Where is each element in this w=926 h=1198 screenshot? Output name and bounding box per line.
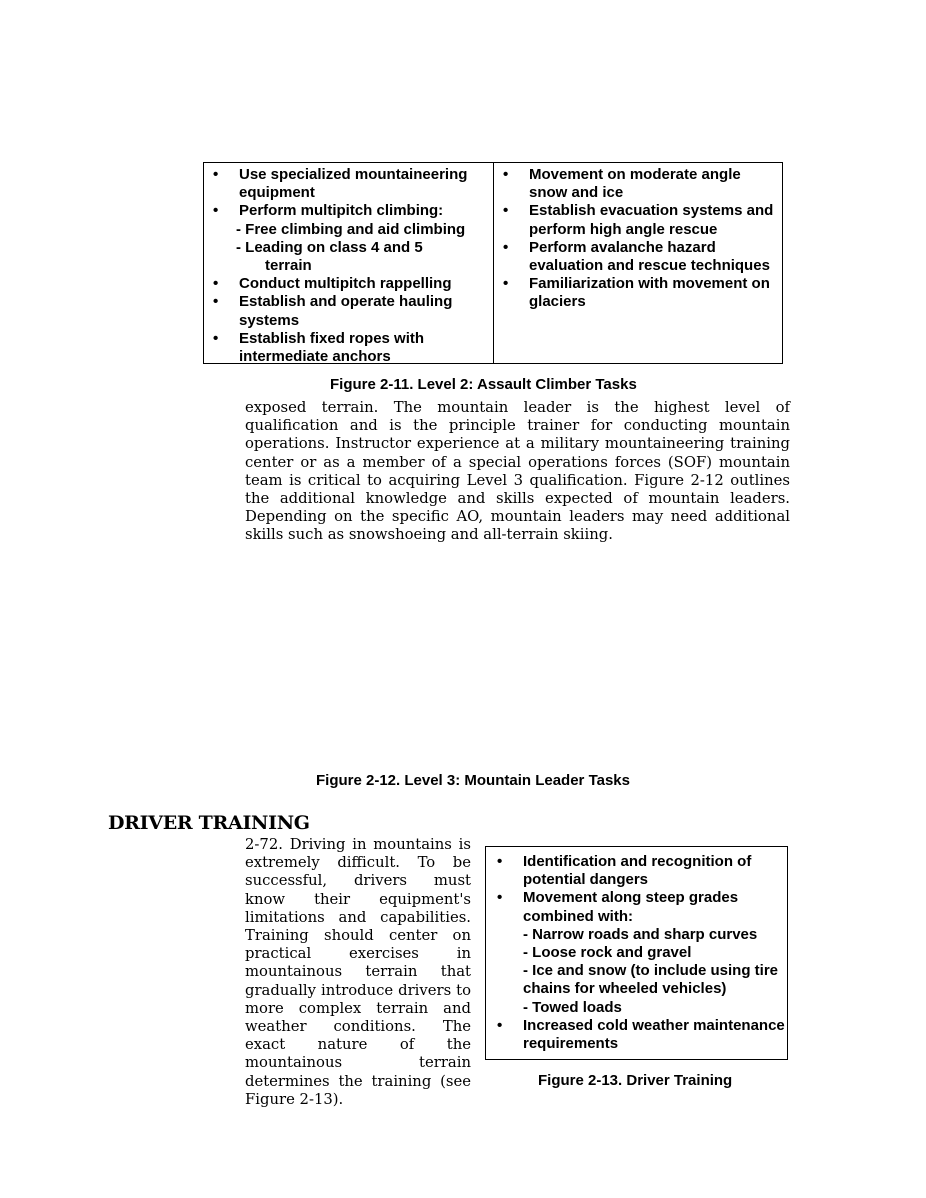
figure-2-11-table (203, 162, 783, 364)
sub-item-continuation: terrain (265, 257, 312, 275)
list-item: • Movement along steep grades combined with: - Narrow roads and sharp curves - Loose rock and gravel - Ice and snow (to include using tire chains for wheeled vehicles) - Towed loads (486, 889, 787, 1016)
list-item: • Perform multipitch climbing: - Free climbing and aid climbing - Leading on class 4 and 5 terrain (204, 202, 493, 275)
list-item: • Increased cold weather maintenance requirements (497, 1016, 785, 1053)
sub-item: - Free climbing and aid climbing (236, 220, 466, 238)
list-item: • Conduct multipitch rappelling (213, 275, 452, 293)
sub-item: - Towed loads (523, 998, 622, 1016)
sub-item: - Narrow roads and sharp curves (523, 925, 758, 943)
sub-item: - Ice and snow (to include using tire chains for wheeled vehicles) (523, 962, 779, 998)
sub-item: - Leading on class 4 and 5 (236, 238, 423, 256)
driver-training-paragraph: 2-72. Driving in mountains is extremely difficult. To be successful, drivers must know their equipment's limitations and capabilities. Training should center on practical exercises in mountainous terrain that gradually introduce drivers to more complex terrain and weather conditions. The exact nature of the mountainous terrain determines the training (see Figure 2-13). (245, 836, 471, 1108)
list-item: • Movement on moderate angle snow and ice (503, 166, 741, 202)
table-right-column (494, 163, 782, 363)
figure-2-13-box (485, 846, 788, 1060)
list-item: • Familiarization with movement on glaciers (503, 275, 770, 311)
list-item: • Identification and recognition of potential dangers (497, 853, 752, 889)
sub-item: - Loose rock and gravel (523, 944, 692, 962)
list-item: • Establish fixed ropes with intermediate anchors (213, 329, 425, 366)
list-item: • Use specialized mountaineering equipment (213, 166, 468, 202)
figure-2-11-caption: Figure 2-11. Level 2: Assault Climber Tasks (330, 376, 637, 393)
list-item: • Perform avalanche hazard evaluation and rescue techniques (503, 238, 770, 275)
figure-2-13-caption: Figure 2-13. Driver Training (538, 1072, 733, 1089)
list-item: • Establish and operate hauling systems (213, 293, 453, 329)
body-paragraph: exposed terrain. The mountain leader is the highest level of qualification and is the principle trainer for conducting mountain operations. Instructor experience at a military mountaineering training center or as a member of a special operations forces (SOF) mountain team is critical to acquiring Level 3 qualification. Figure 2-12 outlines the additional knowledge and skills expected of mountain leaders. Depending on the specific AO, mountain leaders may need additional skills such as snowshoeing and all-terrain skiing. (245, 399, 790, 544)
figure-2-12-caption: Figure 2-12. Level 3: Mountain Leader Tasks (316, 772, 630, 789)
table-left-column (204, 163, 494, 366)
list-item: • Establish evacuation systems and perform high angle rescue (503, 202, 774, 238)
section-heading: DRIVER TRAINING (108, 812, 310, 834)
